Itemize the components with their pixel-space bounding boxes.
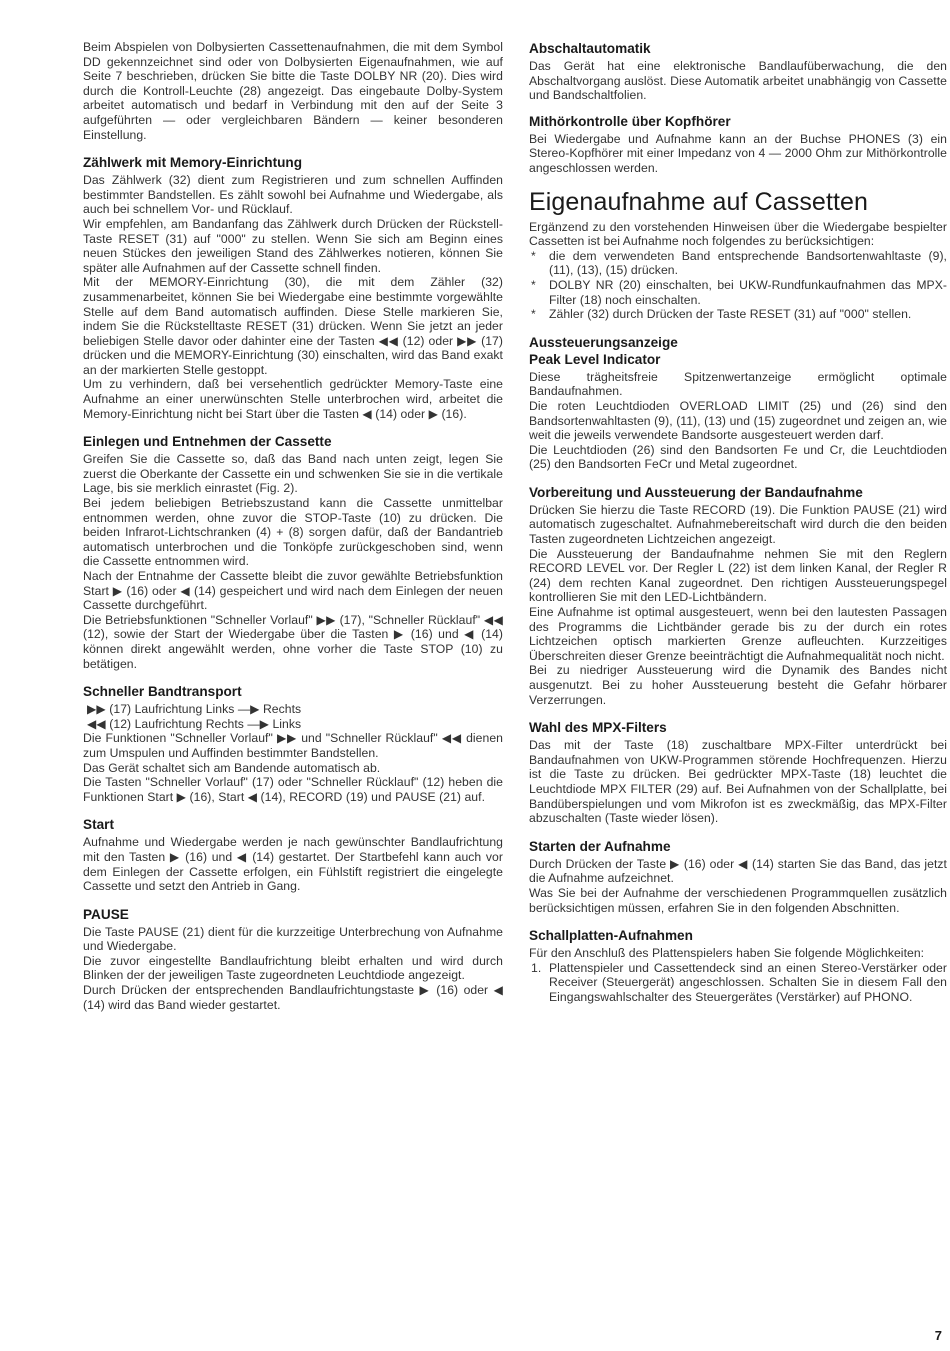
- left-column: [83, 40, 503, 1024]
- memory-paragraph: Um zu verhindern, daß bei versehentlich gedrückter Memory-Taste eine Aufnahme an einer unerwünschten Stelle unterbrochen wird, arbeitet die Memory-Einrichtung nicht bei Start über die Tasten ◀ (14) oder ▶ (16).: [83, 377, 503, 421]
- list-item-text: DOLBY NR (20) einschalten, bei UKW-Rundfunkaufnahmen das MPX-Filter (18) noch einschalten.: [549, 277, 947, 307]
- list-item-text: Zähler (32) durch Drücken der Taste RESET (31) auf "000" stellen.: [549, 307, 912, 322]
- fast-transport-heading: Schneller Bandtransport: [83, 684, 242, 700]
- right-column: [529, 40, 947, 1017]
- list-item: [529, 961, 947, 1005]
- direction-list: [83, 702, 503, 731]
- start-recording-paragraph: Was Sie bei der Aufnahme der verschiedenen Programmquellen zusätzlich berücksichtigen müssen, erfahren Sie in den folgenden Abschnitten.: [529, 885, 947, 915]
- cassette-paragraph: Nach der Entnahme der Cassette bleibt die zuvor gewählte Betriebsfunktion Start ▶ (16) oder ◀ (14) gespeichert und wird nach dem Einlegen der neuen Cassette durchgeführt.: [83, 569, 503, 613]
- bullet-mark: *: [531, 277, 536, 292]
- auto-stop-section: [529, 40, 947, 103]
- pause-section: [83, 906, 503, 1013]
- fast-transport-paragraph: Die Funktionen "Schneller Vorlauf" ▶▶ und "Schneller Rücklauf" ◀◀ dienen zum Umspulen und Auffinden bestimmter Bandstellen.: [83, 731, 503, 760]
- start-recording-paragraph: Durch Drücken der Taste ▶ (16) oder ◀ (14) starten Sie das Band, das jetzt die Aufnahme aufzeichnet.: [529, 856, 947, 886]
- peak-level-paragraph: Die roten Leuchtdioden OVERLOAD LIMIT (25) und (26) sind den Bandsortenwahltasten (9), (11), (13) und (15) zugeordnet und zeigen an, wie weit die jeweils verwendete Bandsorte ausgesteuert werden darf.: [529, 398, 947, 443]
- record-level-paragraph: Die Aussteuerung der Bandaufnahme nehmen Sie mit den Reglern RECORD LEVEL vor. Der Regler L (22) ist dem linken Kanal, der Regler R (24) dem rechten Kanal zugeordnet. Den richtigen Aussteuerungspegel kontrollieren Sie mit den LED-Lichtbändern.: [529, 546, 947, 605]
- memory-paragraph: Das Zählwerk (32) dient zum Registrieren und zum schnellen Auffinden bestimmter Bandstellen. Es zählt sowohl bei Aufnahme und Wiedergabe, als auch bei schnellem Vor- und Rücklauf.: [83, 173, 503, 217]
- peak-level-subheading: Peak Level Indicator: [529, 351, 661, 367]
- recording-checklist: [529, 249, 947, 322]
- list-item: [529, 278, 947, 307]
- cassette-heading: Einlegen und Entnehmen der Cassette: [83, 434, 332, 450]
- bullet-mark: *: [531, 248, 536, 263]
- cassette-paragraph: Bei jedem beliebigen Betriebszustand kann die Cassette unmittelbar entnommen werden, ohne zuvor die STOP-Taste (10) zu drücken. Die beiden Infrarot-Lichtschranken (4) + (8) sorgen dafür, daß der Bandantrieb automatisch unterbrochen und die Tonköpfe zurückgeschoben sind, wenn die Cassette entnommen wird.: [83, 496, 503, 569]
- recording-paragraph: Ergänzend zu den vorstehenden Hinweisen über die Wiedergabe bespielter Cassetten ist bei Aufnahme noch folgendes zu berücksichtigen:: [529, 219, 947, 249]
- record-level-section: [529, 484, 947, 707]
- cassette-section: [83, 433, 503, 671]
- number-mark: 1.: [531, 960, 542, 975]
- record-player-heading: Schallplatten-Aufnahmen: [529, 928, 693, 944]
- peak-level-heading: Aussteuerungsanzeige: [529, 334, 678, 350]
- pause-paragraph: Durch Drücken der entsprechenden Bandlaufrichtungstaste ▶ (16) oder ◀ (14) wird das Band wieder gestartet.: [83, 983, 503, 1012]
- start-section: [83, 816, 503, 893]
- headphone-heading: Mithörkontrolle über Kopfhörer: [529, 113, 731, 129]
- record-level-paragraph: Bei zu niedriger Aussteuerung wird die Dynamik des Bandes nicht ausgenutzt. Bei zu hoher Aussteuerung besteht die Gefahr hörbarer Verzerrungen.: [529, 663, 947, 707]
- mpx-filter-section: [529, 719, 947, 826]
- start-recording-heading: Starten der Aufnahme: [529, 838, 671, 854]
- peak-level-paragraph: Die Leuchtdioden (26) sind den Bandsorten Fe und Cr, die Leuchtdioden (25) den Bandsorten FeCr und Metal zugeordnet.: [529, 442, 947, 472]
- record-player-section: [529, 927, 947, 1004]
- memory-section: [83, 154, 503, 421]
- record-player-paragraph: Für den Anschluß des Plattenspielers haben Sie folgende Möglichkeiten:: [529, 946, 925, 961]
- mpx-filter-paragraph: Das mit der Taste (18) zuschaltbare MPX-Filter unterdrückt bei Bandaufnahmen von UKW-Programmen störende Hochfrequenzen. Hierzu ist die Taste zu drücken. Bei gedrückter MPX-Taste (18) leuchtet die Leuchtdiode MPX FILTER (29) auf. Bei Aufnahmen von der Schallplatte, bei Bandüberspielungen und vom Mikrofon ist es zweckmäßig, das MPX-Filter abzuschalten (Taste wieder lösen).: [529, 738, 947, 826]
- memory-heading: Zählwerk mit Memory-Einrichtung: [83, 155, 303, 171]
- recording-main-heading: Eigenaufnahme auf Cassetten: [529, 187, 869, 216]
- list-item: [529, 249, 947, 278]
- start-recording-section: [529, 838, 947, 915]
- start-heading: Start: [83, 817, 114, 833]
- start-paragraph: Aufnahme und Wiedergabe werden je nach gewünschter Bandlaufrichtung mit den Tasten ▶ (16) und ◀ (14) gestartet. Der Startbefehl kann auch vor dem Einlegen der Cassette erfolgen, ein Fühlstift registriert die eingelegte Cassette und setzt den Antrieb in Gang.: [83, 835, 503, 894]
- cassette-paragraph: Die Betriebsfunktionen "Schneller Vorlauf" ▶▶ (17), "Schneller Rücklauf" ◀◀ (12), sowie der Start der Wiedergabe über die Tasten ▶ (16) und ◀ (14) können direkt angewählt werden, ohne vorher die Taste STOP (10) zu betätigen.: [83, 612, 503, 671]
- pause-heading: PAUSE: [83, 906, 129, 922]
- list-item: [529, 307, 947, 322]
- memory-paragraph: Wir empfehlen, am Bandanfang das Zählwerk durch Drücken der Rückstell-Taste RESET (31) auf "000" zu stellen. Wenn Sie sich am Beginn eines neuen Stückes den jeweiligen Stand des Zählwerkes notieren, können Sie später alle Aufnahmen auf der Cassette schnell finden.: [83, 216, 503, 275]
- record-level-paragraph: Eine Aufnahme ist optimal ausgesteuert, wenn bei den lautesten Passagen des Programms die Lichtbänder gerade bis zu der durch ein rotes Lichtzeichen optisch markierten Grenze aufleuchten. Kurzzeitiges Überschreiten dieser Grenze beeinträchtigt die Aufnahmequalität noch nicht.: [529, 605, 947, 663]
- bullet-mark: *: [531, 307, 536, 322]
- memory-paragraph: Mit der MEMORY-Einrichtung (30), die mit dem Zähler (32) zusammenarbeitet, können Sie bei Wiedergabe eine bestimmte vorgewählte Stelle auf dem Band automatisch auffinden. Diese Stelle markieren Sie, indem Sie die Rückstelltaste RESET (31) drücken. Wenn Sie jetzt an jeder beliebigen Stelle davor oder dahinter eine der Tasten ◀◀ (12) oder ▶▶ (17) drücken und die MEMORY-Einrichtung (30) einschalten, wird das Band exakt an der markierten Stelle gestoppt.: [83, 275, 503, 377]
- intro-section: [83, 40, 503, 142]
- direction-rewind: ◀◀ (12) Laufrichtung Rechts —▶ Links: [87, 716, 302, 731]
- list-item-text: Plattenspieler und Cassettendeck sind an einen Stereo-Verstärker oder Receiver (Steuergerät) angeschlossen. Schalten Sie in diesem Fall den Eingangswahlschalter des Steuergerätes (Verstärker) auf PHONO.: [549, 960, 947, 1004]
- peak-level-section: [529, 334, 947, 472]
- headphone-paragraph: Bei Wiedergabe und Aufnahme kann an der Buchse PHONES (3) ein Stereo-Kopfhörer mit einer Impedanz von 4 — 2000 Ohm zur Mithörkontrolle angeschlossen werden.: [529, 131, 947, 175]
- recording-section: [529, 186, 947, 322]
- fast-transport-section: [83, 683, 503, 804]
- direction-forward: ▶▶ (17) Laufrichtung Links —▶ Rechts: [87, 702, 302, 717]
- headphone-section: [529, 113, 947, 176]
- cassette-paragraph: Greifen Sie die Cassette so, daß das Band nach unten zeigt, legen Sie zuerst die Oberkante der Cassette ein und schwenken Sie sie in die vertikale Lage, bis sie merklich einrastet (Fig. 2).: [83, 452, 503, 496]
- record-level-heading: Vorbereitung und Aussteuerung der Bandaufnahme: [529, 484, 863, 500]
- pause-paragraph: Die Taste PAUSE (21) dient für die kurzzeitige Unterbrechung von Aufnahme und Wiedergabe.: [83, 924, 503, 954]
- peak-level-paragraph: Diese trägheitsfreie Spitzenwertanzeige ermöglicht optimale Bandaufnahmen.: [529, 369, 947, 399]
- fast-transport-paragraph: Das Gerät schaltet sich am Bandende automatisch ab.: [83, 760, 381, 775]
- record-level-paragraph: Drücken Sie hierzu die Taste RECORD (19). Die Funktion PAUSE (21) wird automatisch zugeschaltet. Aufnahmebereitschaft wird durch die den beiden Tasten zugeordneten Lichtzeichen angezeigt.: [529, 502, 947, 547]
- auto-stop-paragraph: Das Gerät hat eine elektronische Bandlaufüberwachung, die den Abschaltvorgang auslöst. Diese Automatik arbeitet unabhängig von Cassette und Bandschaltfolien.: [529, 59, 947, 103]
- list-item-text: die dem verwendeten Band entsprechende Bandsortenwahltaste (9), (11), (13), (15) drücken.: [549, 248, 947, 278]
- record-player-list: [529, 961, 947, 1005]
- mpx-filter-heading: Wahl des MPX-Filters: [529, 720, 667, 736]
- auto-stop-heading: Abschaltautomatik: [529, 41, 651, 56]
- fast-transport-paragraph: Die Tasten "Schneller Vorlauf" (17) oder "Schneller Rücklauf" (12) heben die Funktionen Start ▶ (16), Start ◀ (14), RECORD (19) und PAUSE (21) auf.: [83, 775, 503, 804]
- pause-paragraph: Die zuvor eingestellte Bandlaufrichtung bleibt erhalten und wird durch Blinken der der jeweiligen Taste zugeordneten Leuchtdiode angezeigt.: [83, 953, 503, 983]
- page-number: 7: [934, 1328, 942, 1343]
- intro-paragraph: Beim Abspielen von Dolbysierten Cassettenaufnahmen, die mit dem Symbol DD gekennzeichnet sind oder von Dolbysierten Eigenaufnahmen, wie auf Seite 7 beschrieben, drücken Sie bitte die Taste DOLBY NR (20). Dies wird durch die Kontroll-Leuchte (28) angezeigt. Das eingebaute Dolby-System arbeitet automatisch und bedarf in Verbindung mit den auf der Seite 3 aufgeführten — oder vergleichbaren Bändern — keiner besonderen Einstellung.: [83, 40, 503, 142]
